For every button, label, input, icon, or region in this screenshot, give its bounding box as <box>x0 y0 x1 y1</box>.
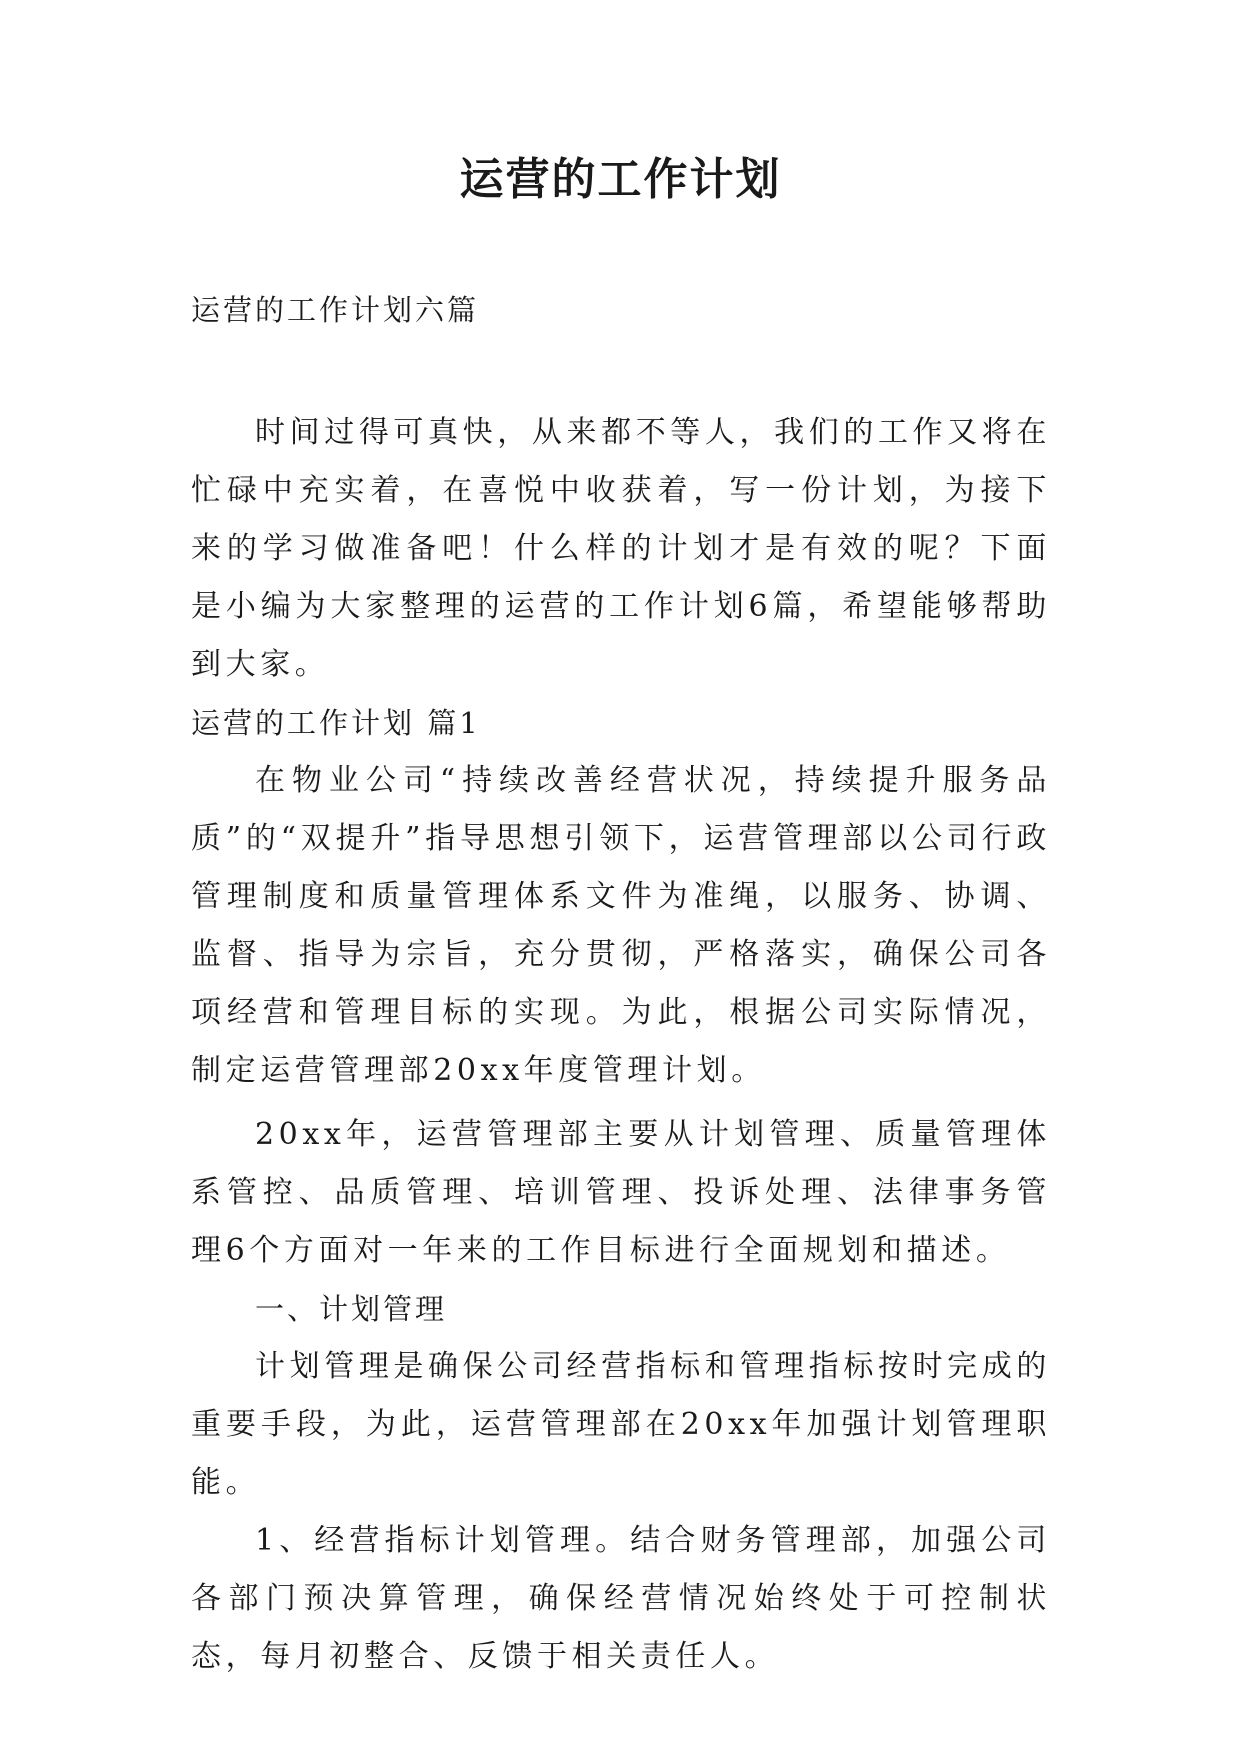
body-paragraph: 1、经营指标计划管理。结合财务管理部，加强公司各部门预决算管理，确保经营情况始终处于可控制状态，每月初整合、反馈于相关责任人。 <box>191 1523 1051 1674</box>
document-title: 运营的工作计划 <box>459 154 782 205</box>
body-paragraph: 计划管理是确保公司经营指标和管理指标按时完成的重要手段，为此，运营管理部在20xx年加强计划管理职能。 <box>191 1349 1051 1500</box>
document-subtitle: 运营的工作计划六篇 <box>191 293 480 327</box>
body-paragraph: 在物业公司“持续改善经营状况，持续提升服务品质”的“双提升”指导思想引领下，运营管理部以公司行政管理制度和质量管理体系文件为准绳，以服务、协调、监督、指导为宗旨，充分贯彻，严格落实，确保公司各项经营和管理目标的实现。为此，根据公司实际情况，制定运营管理部20xx年度管理计划。 <box>191 763 1051 1088</box>
intro-paragraph: 时间过得可真快，从来都不等人，我们的工作又将在忙碌中充实着，在喜悦中收获着，写一份计划，为接下来的学习做准备吧！什么样的计划才是有效的呢？下面是小编为大家整理的运营的工作计划6篇，希望能够帮助到大家。 <box>191 415 1051 682</box>
body-paragraph: 20xx年，运营管理部主要从计划管理、质量管理体系管控、品质管理、培训管理、投诉处理、法律事务管理6个方面对一年来的工作目标进行全面规划和描述。 <box>191 1117 1051 1268</box>
section-heading-1: 运营的工作计划 篇1 <box>191 706 481 740</box>
subsection-heading-plan-management: 一、计划管理 <box>255 1292 448 1326</box>
document-body <box>191 404 1051 1686</box>
